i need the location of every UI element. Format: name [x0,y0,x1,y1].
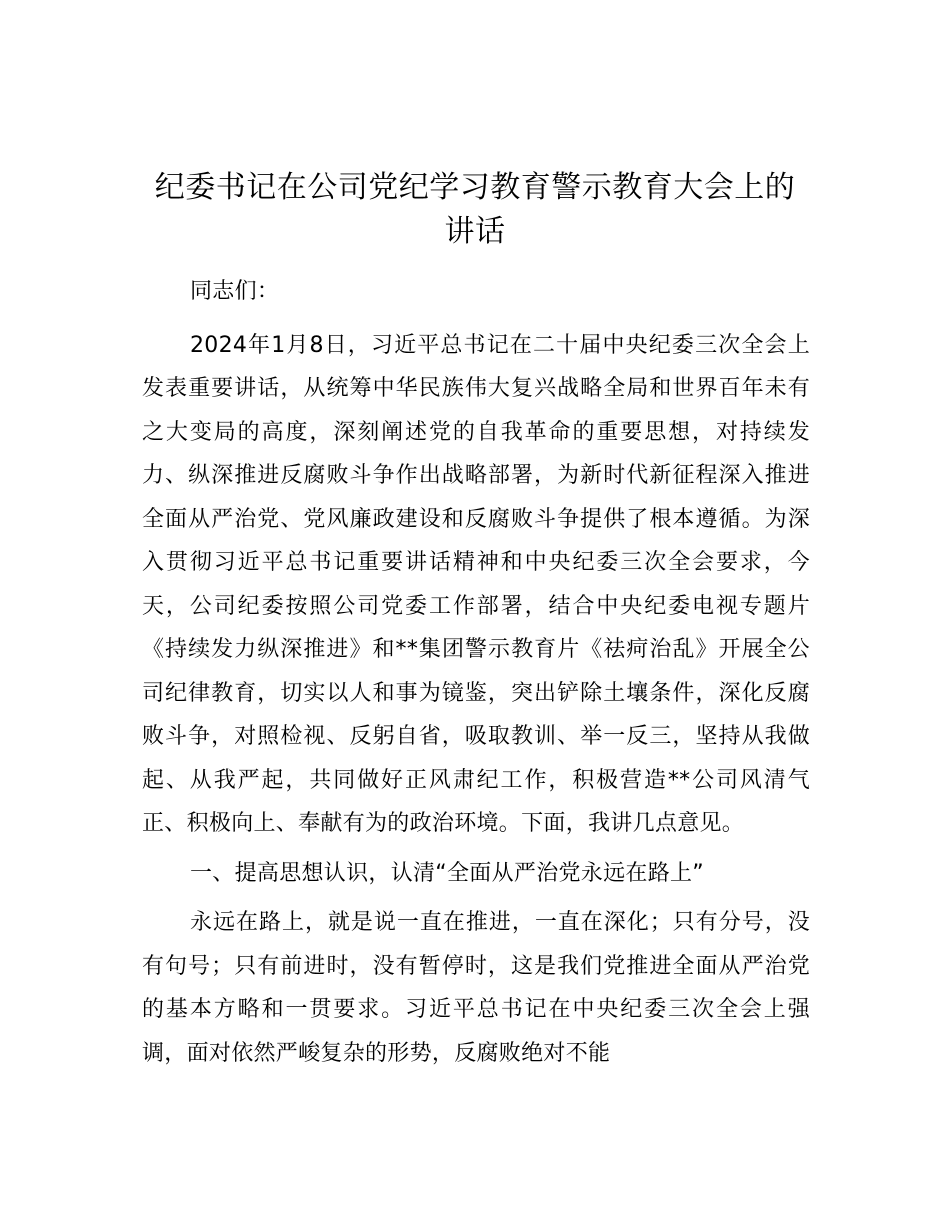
document-title: 纪委书记在公司党纪学习教育警示教育大会上的讲话 [154,170,796,249]
section-heading-1: 一、提高思想认识，认清“全面从严治党永远在路上” [190,860,704,886]
paragraph-section-1: 永远在路上，就是说一直在推进，一直在深化；只有分号，没有句号；只有前进时，没有暂停时，这是我们党推进全面从严治党的基本方略和一贯要求。习近平总书记在中央纪委三次全会上强调，面对依然严峻复杂的形势，反腐败绝对不能 [142,910,810,1066]
paragraph-intro: 2024年1月8日，习近平总书记在二十届中央纪委三次全会上发表重要讲话，从统筹中华民族伟大复兴战略全局和世界百年未有之大变局的高度，深刻阐述党的自我革命的重要思想，对持续发力、纵深推进反腐败斗争作出战略部署，为新时代新征程深入推进全面从严治党、党风廉政建设和反腐败斗争提供了根本遵循。为深入贯彻习近平总书记重要讲话精神和中央纪委三次全会要求，今天，公司纪委按照公司党委工作部署，结合中央纪委电视专题片《持续发力纵深推进》和**集团警示教育片《祛疴治乱》开展全公司纪律教育，切实以人和事为镜鉴，突出铲除土壤条件，深化反腐败斗争，对照检视、反躬自省，吸取教训、举一反三，坚持从我做起、从我严起，共同做好正风肃纪工作，积极营造**公司风清气正、积极向上、奉献有为的政治环境。下面，我讲几点意见。 [142,332,810,836]
document-body [142,270,810,1081]
salutation: 同志们： [190,279,280,304]
